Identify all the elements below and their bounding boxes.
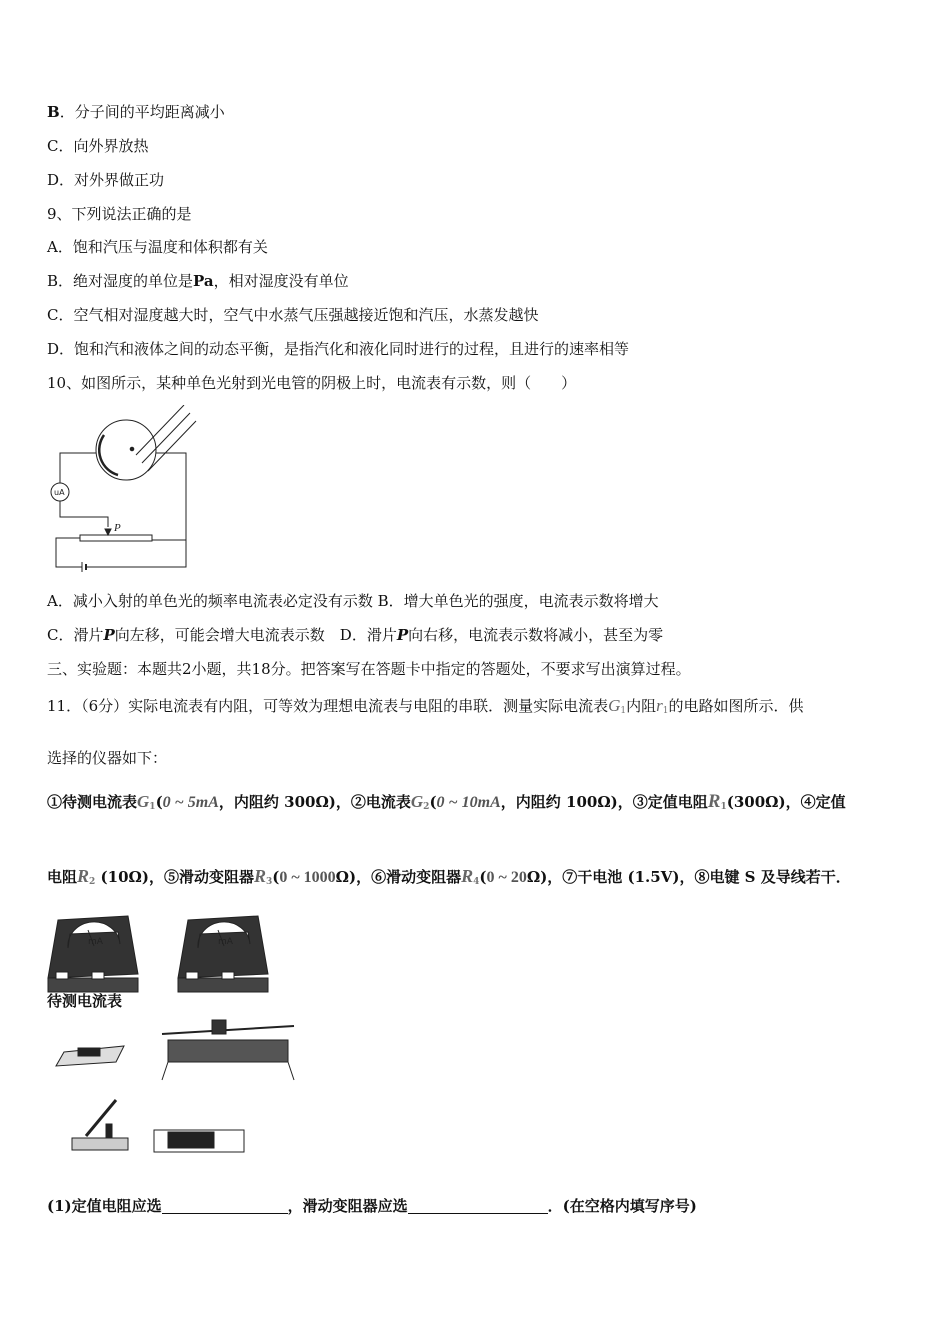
microammeter-label: uA bbox=[54, 488, 65, 497]
battery-cell bbox=[154, 1130, 244, 1152]
q9-option-b bbox=[47, 271, 349, 291]
ammeter-g2 bbox=[178, 916, 268, 992]
item6-r-symbol: R bbox=[461, 866, 474, 886]
slide-rheostat bbox=[80, 535, 152, 541]
sub1-post: ．(在空格内填写序号) bbox=[547, 1197, 697, 1215]
q10-option-d-p: P bbox=[396, 626, 409, 644]
item2-g2-symbol: G bbox=[410, 792, 424, 811]
photocell-circuit-figure bbox=[44, 405, 204, 580]
item1-g1-sub: 1 bbox=[149, 802, 156, 812]
item6-r4-sub: 4 bbox=[473, 877, 480, 887]
q10-options-ab bbox=[47, 591, 659, 611]
fixed-resistor bbox=[56, 1046, 124, 1066]
item3-r1-sub: 1 bbox=[720, 802, 727, 812]
q8-option-d: D．对外界做正功 bbox=[47, 171, 165, 189]
q10-options-cd bbox=[47, 625, 663, 645]
q10-option-d-post: 向右移，电流表示数将减小，甚至为零 bbox=[408, 626, 664, 644]
q10-option-c-pre: C．滑片 bbox=[47, 626, 104, 644]
item4-r-symbol: R bbox=[77, 866, 90, 886]
q10-option-c-post: 向左移，可能会增大电流表示数 bbox=[114, 626, 325, 644]
r1-subscript: 1 bbox=[662, 706, 669, 716]
knife-switch bbox=[72, 1100, 128, 1150]
item3-r-symbol: R bbox=[707, 791, 721, 812]
ammeter-g2-face: mA bbox=[218, 937, 233, 947]
g1-subscript: 1 bbox=[620, 706, 627, 716]
q10-stem: 10、如图所示，某种单色光射到光电管的阴极上时，电流表有示数，则（ ） bbox=[47, 374, 577, 392]
q11-instrument-list-2: 电阻$R_2$ (10Ω)，⑤滑动变阻器$R_3(0$ ~ 1000Ω)，⑥滑动变阻器$R_4(0$ ~ 20Ω)，⑦干电池 (1.5V)，⑧电键 S 及导线若干． bbox=[47, 866, 851, 887]
q9-option-d: D．饱和汽和液体之间的动态平衡，是指汽化和液化同时进行的过程，且进行的速率相等 bbox=[47, 340, 630, 358]
q9-option-b-prefix: B．绝对湿度的单位是 bbox=[47, 272, 194, 290]
slider-p-label: P bbox=[114, 522, 121, 534]
light-ray bbox=[148, 421, 196, 471]
item5-r-symbol: R bbox=[253, 866, 266, 886]
q9-option-a: A．饱和汽压与温度和体积都有关 bbox=[47, 238, 268, 256]
q9-option-b-suffix: ，相对湿度没有单位 bbox=[213, 272, 349, 290]
q11-subquestion-1 bbox=[47, 1196, 697, 1216]
q10-option-a: A．减小入射的单色光的频率电流表必定没有示数 bbox=[47, 592, 373, 610]
ammeter-under-test-face: mA bbox=[88, 937, 103, 947]
item5-r3-sub: 3 bbox=[265, 877, 273, 887]
q10-option-d-pre: D．滑片 bbox=[339, 626, 397, 644]
q9-option-c: C．空气相对湿度越大时，空气中水蒸气压强越接近饱和汽压，水蒸发越快 bbox=[47, 306, 539, 324]
item1-pre: ①待测电流表 bbox=[47, 793, 138, 811]
item5-post: Ω)，⑥滑动变阻器 bbox=[335, 868, 462, 886]
answer-blank-rheostat[interactable] bbox=[408, 1199, 548, 1214]
photocell-cathode bbox=[99, 435, 118, 475]
sub1-pre: (1)定值电阻应选 bbox=[47, 1197, 162, 1215]
q8-option-b: B．分子间的平均距离减小 bbox=[47, 103, 225, 121]
instruments-figure bbox=[44, 912, 304, 1164]
slider-arrow bbox=[105, 529, 111, 535]
ammeter-under-test-caption: 待测电流表 bbox=[47, 992, 123, 1010]
q9-stem: 9、下列说法正确的是 bbox=[47, 205, 192, 223]
item1-post: ，内阻约 300Ω)，②电流表 bbox=[218, 793, 411, 811]
section-3-heading: 三、实验题：本题共2小题，共18分。把答案写在答题卡中指定的答题处，不要求写出演算过程。 bbox=[47, 660, 691, 678]
g1-symbol: G bbox=[608, 696, 621, 715]
light-ray bbox=[136, 405, 184, 455]
q11-stem-line2: 选择的仪器如下： bbox=[47, 749, 168, 767]
item2-range: 0 ~ 10mA bbox=[436, 794, 501, 811]
ammeter-under-test bbox=[48, 916, 138, 992]
q10-option-c-p: P bbox=[103, 626, 115, 644]
q11-stem-c: 的电路如图所示．供 bbox=[668, 697, 804, 715]
item3-value: (300Ω)，④定值 bbox=[726, 793, 846, 811]
q9-option-b-unit: Pa bbox=[193, 272, 214, 290]
item5-range: 0 ~ 1000 bbox=[279, 869, 336, 886]
slide-rheostat-device bbox=[162, 1020, 294, 1080]
q8-option-c: C．向外界放热 bbox=[47, 137, 149, 155]
item6-post: Ω)，⑦干电池 (1.5V)，⑧电键 S 及导线若干． bbox=[526, 868, 851, 886]
q11-instrument-list-1: ①待测电流表$G_1(0$ ~ 5mA，内阻约 300Ω)，②电流表$G_2(0$ ~ 10mA，内阻约 100Ω)，③定值电阻$R_1(300\Omega)$，④定值 bbox=[47, 791, 846, 812]
answer-blank-fixed-resistor[interactable] bbox=[162, 1199, 288, 1214]
q11-stem bbox=[47, 696, 804, 721]
item2-post: ，内阻约 100Ω)，③定值电阻 bbox=[500, 793, 708, 811]
item6-range: 0 ~ 20 bbox=[486, 869, 527, 886]
item1-range: 0 ~ 5mA bbox=[162, 794, 219, 811]
r1-symbol: r bbox=[656, 696, 663, 715]
item4-value: (10Ω)，⑤滑动变阻器 bbox=[100, 868, 254, 886]
light-ray bbox=[142, 413, 190, 463]
q10-option-b: B．增大单色光的强度，电流表示数将增大 bbox=[377, 592, 659, 610]
item4-pre: 电阻 bbox=[47, 868, 78, 886]
item1-g1-symbol: G bbox=[137, 792, 150, 811]
photocell-tube bbox=[96, 420, 156, 480]
q11-stem-a: 11．（6分）实际电流表有内阻，可等效为理想电流表与电阻的串联．测量实际电流表 bbox=[47, 697, 609, 715]
q11-stem-b: 内阻 bbox=[626, 697, 657, 715]
sub1-mid: ，滑动变阻器应选 bbox=[287, 1197, 408, 1215]
item4-r2-sub: 2 bbox=[89, 877, 96, 887]
item2-g2-sub: 2 bbox=[423, 802, 430, 812]
